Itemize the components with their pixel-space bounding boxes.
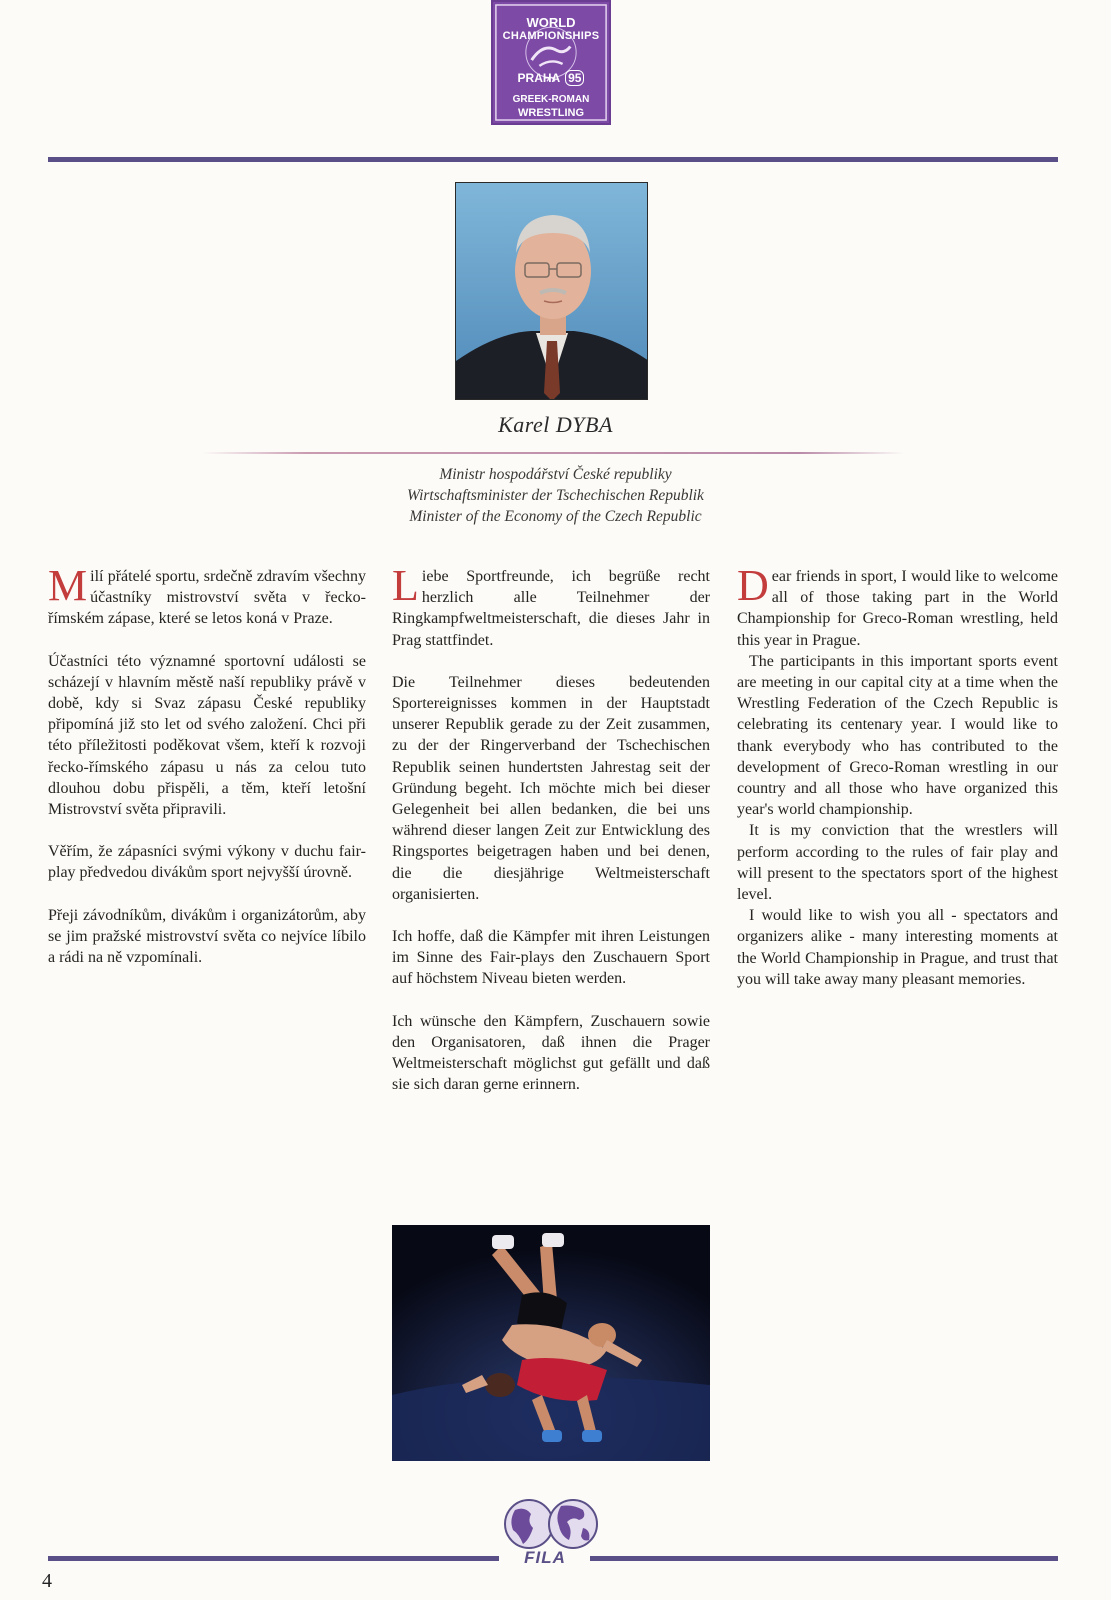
english-paragraph-1-text: ear friends in sport, I would like to welcome all of those taking part in the World Championship for Greco-Roman wrestling, held this year in Prague. (737, 568, 1058, 649)
english-paragraph-3: It is my conviction that the wrestlers will perform according to the rules of fair play and will present to the spectators sport of the highest level. (737, 822, 1058, 904)
logo-year: 95 (565, 70, 584, 86)
english-paragraph-2: The participants in this important sports event are meeting in our capital city at a time when the Wrestling Federation of the Czech Republic is celebrating its centenary year. I would like to thank everybody who has contributed to the development of Greco-Roman wrestling in our country and all those who have organized this year's world championship. (737, 652, 1058, 819)
german-column (392, 561, 710, 1116)
fila-globes-icon (503, 1496, 599, 1552)
top-divider (48, 157, 1058, 162)
logo-greek-roman-text: GREEK-ROMAN (512, 94, 590, 105)
bottom-divider-right (590, 1556, 1058, 1561)
german-paragraph-4: Ich wünsche den Kämpfern, Zuschauern sowie den Organisatoren, daß ihnen die Prager Weltmeisterschaft möglichst gut gefällt und daß sie sich daran gerne erinnern. (392, 1012, 710, 1094)
logo-city: PRAHA (517, 71, 560, 85)
fila-logo-text: FILA (524, 1548, 566, 1567)
championship-logo (491, 0, 611, 125)
czech-dropcap: M (48, 561, 88, 610)
name-divider (202, 452, 904, 454)
portrait-image (456, 183, 648, 400)
logo-championships-text: CHAMPIONSHIPS (502, 30, 600, 42)
german-paragraph-1-text: iebe Sportfreunde, ich begrüße recht herzlich alle Teilnehmer der Ringkampfweltmeisterschaft, die dieses Jahr in Prag stattfindet. (392, 568, 710, 649)
person-titles (0, 464, 1111, 527)
german-paragraph-1 (392, 561, 710, 651)
logo-wrestling-text: WRESTLING (518, 107, 584, 119)
portrait-photo (455, 182, 648, 400)
german-paragraph-2: Die Teilnehmer dieses bedeutenden Sportereignisses kommen in der Hauptstadt unserer Republik gerade zu der Zeit zusammen, zu der der Ringerverband der Tschechischen Republik seinen hundertsten Jahrestag seit der Gründung begeht. Ich möchte mich bei dieser Gelegenheit bei allen bedanken, die bei uns während dieser langen Zeit zur Entwicklung des Ringsportes beigetragen haben und bei denen, die die diesjährige Weltmeisterschaft organisierten. (392, 673, 710, 903)
czech-paragraph-2: Účastníci této významné sportovní události se scházejí v hlavním městě naší republiky právě v době, kdy si Svaz zápasu České republiky připomíná již sto let od svého založení. Chci při této příležitosti poděkovat všem, kteří k rozvoji řecko-římského zápasu u nás za celou tuto dlouhou dobu přispěli, a těm, kteří letošní Mistrovství světa připravili. (48, 652, 366, 819)
german-dropcap: L (392, 561, 419, 610)
person-name: Karel DYBA (498, 412, 613, 437)
english-dropcap: D (737, 561, 769, 610)
czech-column (48, 561, 366, 989)
wrestling-photo (392, 1225, 710, 1461)
czech-paragraph-4: Přeji závodníkům, divákům i organizátorům, aby se jim pražské mistrovství světa co nejvíce líbilo a rádi na ně vzpomínali. (48, 906, 366, 967)
czech-paragraph-1 (48, 561, 366, 630)
title-german: Wirtschaftsminister der Tschechischen Republik (407, 487, 704, 504)
english-paragraph-4: I would like to wish you all - spectators and organizers alike - many interesting moments at the World Championship in Prague, and trust that you will take away many pleasant memories. (737, 907, 1058, 988)
english-column (737, 561, 1058, 990)
czech-paragraph-3: Věřím, že zápasníci svými výkony v duchu fair-play předvedou divákům sport nejvyšší úrovně. (48, 843, 366, 882)
english-paragraph-1 (737, 561, 1058, 651)
bottom-divider-left (48, 1556, 499, 1561)
title-english: Minister of the Economy of the Czech Republic (409, 508, 702, 525)
page-number: 4 (42, 1570, 52, 1592)
logo-city-year (493, 72, 609, 84)
title-czech: Ministr hospodářství České republiky (439, 466, 672, 483)
czech-paragraph-1-text: ilí přátelé sportu, srdečně zdravím všechny účastníky mistrovství světa v řecko-římském zápase, které se letos koná v Praze. (48, 568, 366, 628)
wrestling-image (392, 1225, 710, 1461)
german-paragraph-3: Ich hoffe, daß die Kämpfer mit ihren Leistungen im Sinne des Fair-plays den Zuschauern Sport auf höchstem Niveau bieten werden. (392, 928, 710, 988)
logo-world-text: WORLD (526, 15, 576, 30)
